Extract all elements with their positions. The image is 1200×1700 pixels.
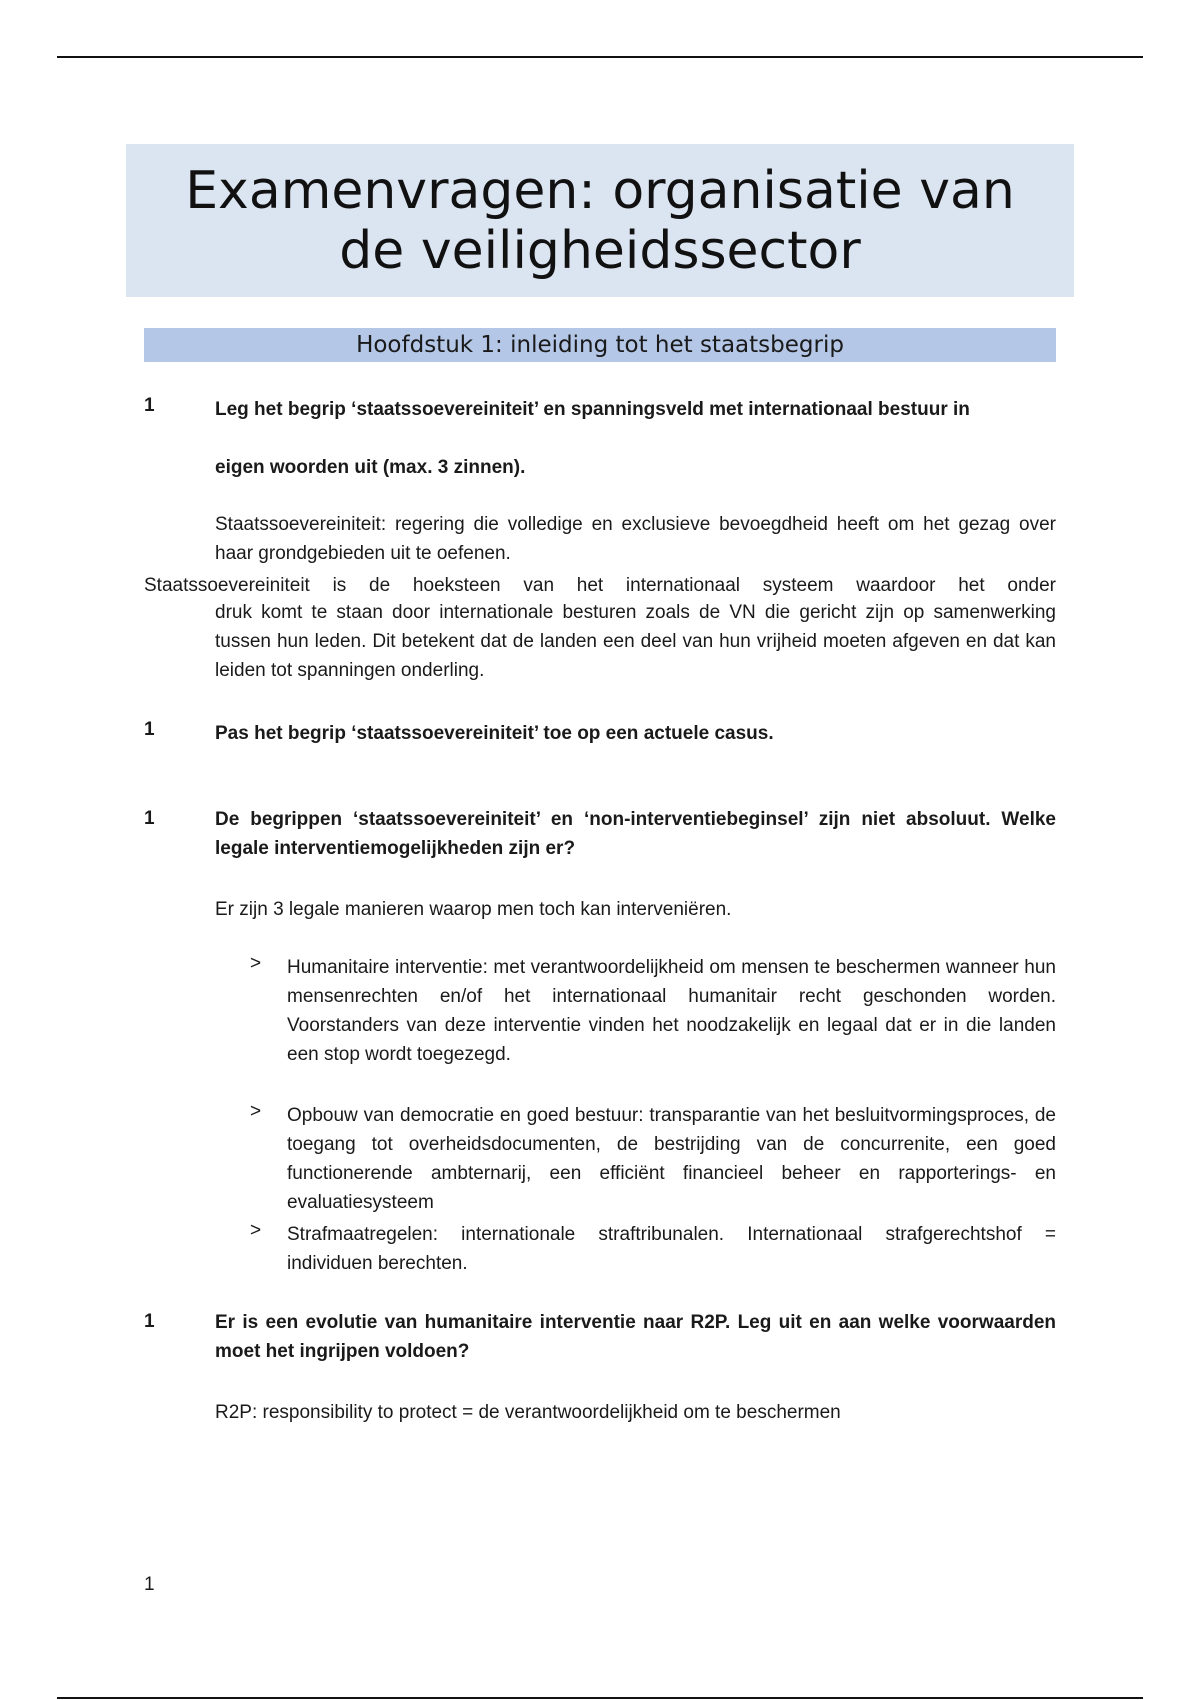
bullet-marker: >	[250, 1101, 262, 1122]
bullet-marker: >	[250, 1220, 262, 1241]
bullet-item: Strafmaatregelen: internationale straftribunalen. Internationaal strafgerechtshof = individuen berechten.	[287, 1224, 1056, 1274]
question-text: De begrippen ‘staatssoevereiniteit’ en ‘non-interventiebeginsel’ zijn niet absoluut. Welke legale interventiemogelijkheden zijn er?	[215, 809, 1056, 859]
answer-paragraph: druk komt te staan door internationale besturen zoals de VN die gericht zijn op samenwerking tussen hun leden. Dit betekent dat de landen een deel van hun vrijheid moeten afgeven en dat kan leiden tot spanningen onderling.	[215, 602, 1056, 681]
question-text: Er is een evolutie van humanitaire interventie naar R2P. Leg uit en aan welke voorwaarden moet het ingrijpen voldoen?	[215, 1312, 1056, 1362]
question-number: 1	[144, 1311, 155, 1332]
document-title: Examenvragen: organisatie van de veiligheidssector	[185, 160, 1015, 281]
answer-intro: Er zijn 3 legale manieren waarop men toch kan interveniëren.	[215, 899, 732, 920]
bullet-item: Humanitaire interventie: met verantwoordelijkheid om mensen te beschermen wanneer hun mensenrechten en/of het internationaal humanitair recht geschonden worden. Voorstanders van deze interventie vinden het noodzakelijk en legaal dat er in die landen een stop wordt toegezegd.	[287, 957, 1056, 1065]
bullet-marker: >	[250, 953, 262, 974]
question-text: Pas het begrip ‘staatssoevereiniteit’ toe op een actuele casus.	[215, 723, 774, 744]
answer-paragraph: Staatssoevereiniteit: regering die volledige en exclusieve bevoegdheid heeft om het gezag over haar grondgebieden uit te oefenen.	[215, 514, 1056, 564]
question-number: 1	[144, 719, 155, 740]
question-text-line: eigen woorden uit (max. 3 zinnen).	[215, 457, 526, 478]
answer-text: R2P: responsibility to protect = de verantwoordelijkheid om te beschermen	[215, 1402, 841, 1423]
question-number: 1	[144, 395, 155, 416]
answer-paragraph-first-line: Staatssoevereiniteit is de hoeksteen van het internationaal systeem waardoor het onder	[144, 575, 1056, 596]
title-box	[126, 144, 1074, 297]
page-number: 1	[144, 1574, 155, 1595]
footer-rule	[57, 1697, 1143, 1699]
bullet-item: Opbouw van democratie en goed bestuur: transparantie van het besluitvormingsproces, de toegang tot overheidsdocumenten, de bestrijding van de concurrenite, een goed functionerende ambternarij, een efficiënt financieel beheer en rapporterings- en evaluatiesysteem	[287, 1105, 1056, 1213]
header-rule	[57, 56, 1143, 58]
question-number: 1	[144, 808, 155, 829]
question-text-line: Leg het begrip ‘staatssoevereiniteit’ en spanningsveld met internationaal bestuur in	[215, 399, 970, 420]
chapter-heading: Hoofdstuk 1: inleiding tot het staatsbegrip	[144, 328, 1056, 362]
